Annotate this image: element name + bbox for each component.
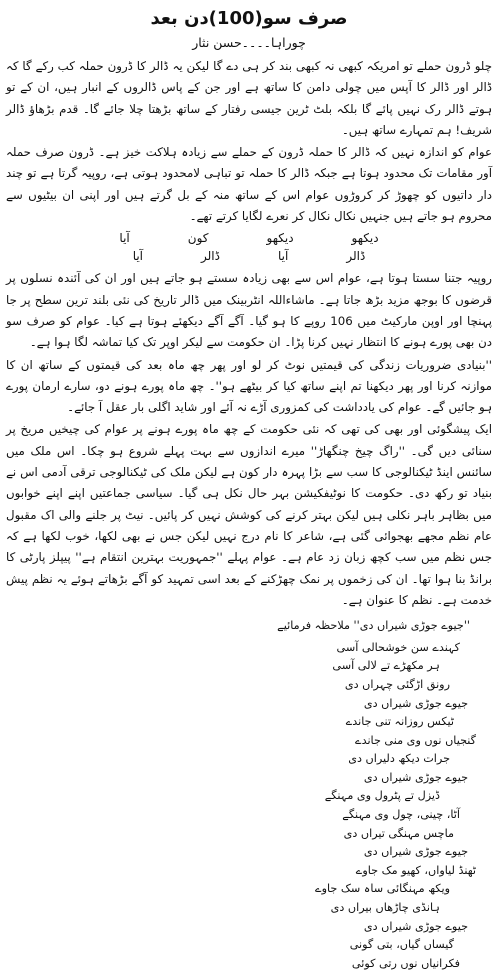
poem-line: ویکھ مہنگائی ساہ سک جاوے (315, 882, 450, 896)
slogan-word: کون (187, 231, 209, 246)
slogan-row (6, 247, 492, 265)
slogan-word: آیا (119, 231, 130, 246)
slogan-word: دیکھو (351, 231, 379, 246)
article-paragraph: روپیہ جتنا سستا ہوتا ہے، عوام اس سے بھی زیادہ سستے ہو جاتے ہیں اور ان کی آئندہ نسلوں پر قرضوں کا بوجھ مزید بڑھ جاتا ہے۔ ماشاءاللہ انٹربینک میں ڈالر تاریخ کی نئی بلند ترین سطح پر جا پہنچا اور اوپن مارکیٹ میں 106 روپے کا ہو گیا۔ آگے آگے دیکھئے ہوتا ہے کیا۔ عوام کو صرف سو دن بھی پورے ہونے کا انتظار نہیں کرنا پڑا۔ ان حکومت سے لیکر اوپر تک کیا تماشہ لگا ہوا ہے۔ (6, 271, 492, 350)
poem-line: رونق اڑگئی چہراں دی (344, 677, 450, 691)
poem-line: جیوے جوڑی شیراں دی (363, 919, 468, 933)
poem-line: گیساں گیاں، بتی گونی (349, 938, 454, 952)
article-paragraph: ''بنیادی ضروریات زندگی کی قیمتیں نوٹ کر لو اور پھر چھ ماہ بعد کی قیمتوں کے ساتھ ان کا موازنہ کرنا اور پھر دیکھنا تم اپنے ساتھ کیا کر بیٹھے ہو''۔ چھ ماہ پورے ہونے دو، سارے ارمان پورے ہو جائیں گے۔ عوام کی یادداشت کی کمزوری آڑے نہ آئے اور شاید اگلی بار عقل آ جائے۔ (6, 357, 492, 415)
slogan-word: آیا (278, 249, 289, 264)
poem-line: جیوے جوڑی شیراں دی (363, 845, 468, 859)
slogan-word: دیکھو (266, 231, 294, 246)
poem-block (6, 617, 492, 973)
slogan-row (6, 229, 492, 247)
poem-line: جیوے جوڑی شیراں دی (363, 696, 468, 710)
poem-line: کہندے سن خوشحالی آسی (336, 640, 460, 654)
article-paragraph: ایک پیشگوئی اور بھی کی تھی کہ نئی حکومت کے چھ ماہ پورے ہونے پر عوام کی چیخیں مریخ پر سنائی دیں گی۔ ''راگ چیخ چنگھاڑ'' میرے اندازوں سے بہت پہلے شروع ہو چکا۔ اس ملک میں سائنس اینڈ ٹیکنالوجی کا سب سے بڑا پہرہ دار کون ہے لیکن ملک کی ٹیکنالوجی ترقی آدمی اس نے بنیاد تو رکھ دی۔ حکومت کا نوٹیفکیشن بہر حال نکل ہی گیا۔ سیاسی جماعتیں اپنے اپنے خوابوں میں بظاہر باہر نکلی ہیں لیکن بہتر کرنے کی کوشش نہیں کر پائیں۔ نیٹ پر جلنے والی اک مقبول عام نظم مجھے بھجوائی گئی ہے، شاعر کا نام درج نہیں لیکن جس نے بھی لکھا، خوب لکھا ہے کہ جس نظم میں سب کچھ زبان زد عام ہے۔ عوام پہلے ''جمہوریت بہترین انتقام ہے'' پیپلز پارٹی کا برانڈ بنا ہوا تھا۔ ان کی زخموں پر نمک چھڑکنے کے بعد اسی تمہید کو آگے بڑھاتے ہوئے یہ نظم پیش خدمت ہے۔ نظم کا عنوان ہے۔ (6, 422, 492, 607)
poem-line: ماچس مہنگی تیراں دی (343, 826, 454, 840)
slogan-word: آیا (132, 249, 144, 264)
poem-line: جیوے جوڑی شیراں دی (363, 770, 468, 784)
poem-line: ٹھنڈ لیاواں، کھیو مک جاوے (355, 863, 476, 877)
poem-line: فکرانیاں نوں رتی کوئی (351, 956, 460, 970)
poem-line: ڈیزل تے پٹرول وی مہنگے (324, 789, 440, 803)
slogan-word: ڈالر (346, 249, 366, 264)
slogan-block (6, 229, 492, 265)
article-paragraph: عوام کو اندازہ نہیں کہ ڈالر کا حملہ ڈرون کے حملے سے زیادہ ہلاکت خیز ہے۔ ڈرون صرف حملہ آور مقامات تک محدود ہوتا ہے جبکہ ڈالر کا حملہ تو تباہی لامحدود ہوتی ہے، روپیہ گرتا ہے تو چند دار داتیوں کو چھوڑ کر کروڑوں عوام اس کے ساتھ منہ کے بل گرتے ہیں اور اپنی ان بیٹیوں سے محروم ہو جاتے ہیں جنہیں نکال نکال کر نعرے لگایا کرتے تھے۔ (6, 145, 492, 224)
slogan-word: ڈالر (201, 249, 220, 264)
article-paragraph: چلو ڈرون حملے تو امریکہ کبھی نہ کبھی بند کر ہی دے گا لیکن یہ ڈالر کا ڈرون حملہ کب رکے گا کہ ڈالر اور ڈالر کا آپس میں چولی دامن کا ساتھ ہے اور جن کے پاس ڈالروں کے انبار ہیں، ان کے تو ہوتے ڈالر رک نہیں پائے گا بلکہ بلٹ ٹرین جیسی رفتار کے ساتھ بڑھتا چلا جائے گا۔ قدم بڑھاؤ ڈالر شریف! ہم تمہارے ساتھ ہیں۔ (6, 59, 492, 137)
poem-line: گنجیاں نوں وی منی جاندے (355, 733, 476, 747)
poem-lines (6, 639, 488, 973)
poem-line: ٹیکس روزانہ تنی جاندے (345, 715, 454, 729)
article-byline: چوراہا۔۔۔۔حسن نثار (192, 35, 306, 50)
poem-line: ہر مکھڑے تے لالی آسی (332, 659, 440, 673)
poem-line: جرات دیکھ دلیراں دی (348, 752, 450, 766)
poem-heading: ''جیوے جوڑی شیراں دی'' ملاحظہ فرمائیے (277, 619, 470, 633)
poem-line: آٹا، چینی، چول وی مہنگے (342, 808, 460, 822)
article-title: صرف سو(100)دن بعد (150, 8, 348, 29)
poem-line: ہانڈی چاڑھاں بیراں دی (330, 901, 440, 915)
